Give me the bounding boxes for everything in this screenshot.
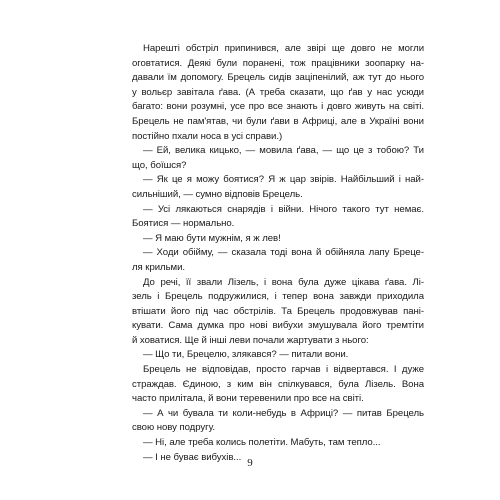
- text-line: Боятися — нормально.: [132, 218, 235, 230]
- text-line: сильніший, — сумно відповів Брецель.: [132, 188, 303, 200]
- text-line: — Як це я можу боятися? Я ж цар звірів. Найбільший і най-: [143, 174, 424, 186]
- text-line: — Ей, велика кицько, — мовила ґава, — що це з тобою? Ти: [143, 145, 424, 157]
- text-line: Нарешті обстріл припинився, але звірі ще довго не могли: [143, 43, 424, 54]
- text-line: що, боїшся?: [132, 159, 187, 171]
- text-line: Брецель не пам'ятав, чи були ґави в Африці, але в Україні вони: [132, 115, 424, 127]
- text-line: — А чи бувала ти коли-небудь в Африці? — питав Брецель: [143, 407, 424, 419]
- text-line: — Ходи обійму, — сказала тоді вона й обійняла лапу Бреце-: [143, 247, 424, 259]
- text-line: у вольєр завітала ґава. (А треба сказати, що ґав у нас усюди: [132, 86, 424, 98]
- text-line: До речі, її звали Лізель, і вона була дуже цікава ґава. Лі-: [143, 276, 424, 288]
- text-line: й ховатися. Ще й інші леви почали жартувати з нього:: [132, 334, 369, 346]
- text-line: давали їм допомогу. Брецель сидів заціпенілий, аж тут до нього: [132, 72, 424, 84]
- text-line: постійно пхали носа в усі справи.): [132, 130, 283, 142]
- text-line: втішати його під час обстрілів. Та Брецель продовжував пані-: [132, 305, 424, 317]
- text-line: зель і Брецель подружилися, і тепер вона завжди приходила: [132, 291, 424, 303]
- text-line: оговтатися. Деякі були поранені, тож працівники зоопарку на-: [132, 57, 424, 69]
- text-line: Брецель не відповідав, просто гарчав і відвертався. І дуже: [143, 364, 424, 376]
- text-line: багато: вони розумні, усе про все знають і довго живуть на світі.: [132, 101, 424, 113]
- text-line: — Ні, але треба колись полетіти. Мабуть, там тепло...: [143, 437, 381, 449]
- text-line: страждав. Єдиною, з ким він спілкувався, була Лізель. Вона: [132, 378, 424, 390]
- text-line: — Усі лякаються снарядів і війни. Нічого такого тут немає.: [143, 203, 424, 215]
- text-line: — Що ти, Брецелю, злякався? — питали вони.: [143, 349, 349, 361]
- text-line: свою нову подругу.: [132, 422, 216, 434]
- text-line: — Я маю бути мужнім, я ж лев!: [143, 232, 281, 244]
- body-text: [132, 42, 424, 465]
- page-number: 9: [247, 457, 253, 469]
- text-line: ля крильми.: [132, 261, 186, 273]
- text-line: кувати. Сама думка про нові вибухи змушувала його тремтіти: [132, 320, 424, 332]
- text-line: часто прилітала, й вони теревенили про все на світі.: [132, 393, 364, 405]
- text-line: — І не буває вибухів...: [143, 451, 242, 463]
